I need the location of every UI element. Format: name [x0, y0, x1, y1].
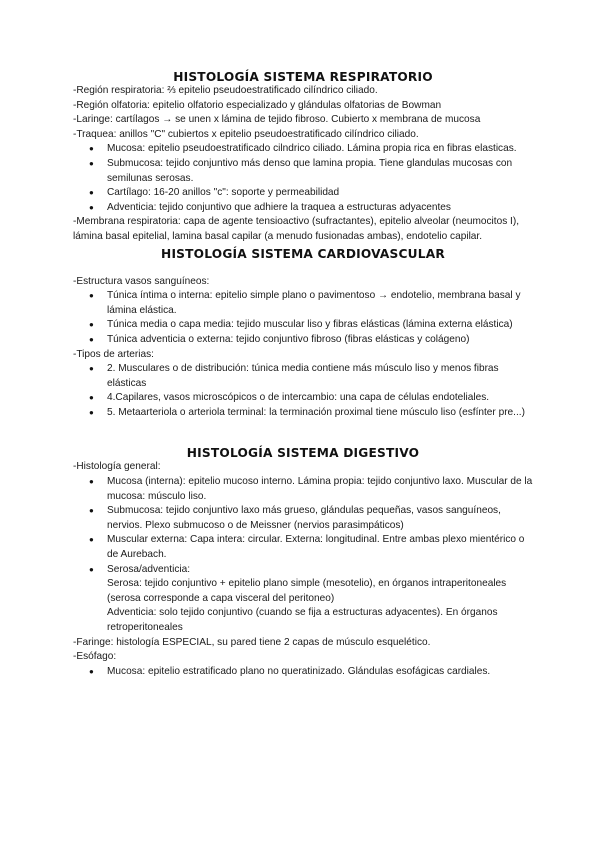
section-title-respiratorio: HISTOLOGÍA SISTEMA RESPIRATORIO [173, 70, 433, 84]
line-region-respiratoria: -Región respiratoria: ⅔ epitelio pseudoestratificado cilíndrico ciliado. [73, 85, 378, 96]
esofago-list [73, 665, 533, 680]
list-item: ● Adventicia: tejido conjuntivo que adhiere la traquea a estructuras adyacentes [73, 201, 533, 216]
list-item: ● 5. Metaarteriola o arteriola terminal: la terminación proximal tiene músculo liso (esfínter pre...) [73, 406, 533, 421]
line-membrana-respiratoria: -Membrana respiratoria: capa de agente tensioactivo (sufractantes), epitelio alveolar (neumocitos I), lámina basal epitelial, lamina basal capilar (a menudo fusionadas ambas), endotelio capilar. [73, 216, 520, 242]
list-item: ● 2. Musculares o de distribución: túnica media contiene más músculo liso y menos fibras elásticas [73, 362, 533, 391]
line-faringe: -Faringe: histología ESPECIAL, su pared tiene 2 capas de músculo esquelético. [73, 636, 431, 648]
line-estructura-vasos: -Estructura vasos sanguíneos: [73, 275, 210, 287]
section-title-digestivo: HISTOLOGÍA SISTEMA DIGESTIVO [186, 446, 420, 461]
list-item: ● Mucosa (interna): epitelio mucoso interno. Lámina propia: tejido conjuntivo laxo. Muscular de la mucosa: músculo liso. [73, 475, 533, 504]
estructura-list [73, 289, 533, 347]
serosa-heading: ● Serosa/adventicia: [107, 563, 191, 575]
list-item: ● Cartílago: 16-20 anillos "c": soporte y permeabilidad [73, 186, 533, 201]
line-traquea: -Traquea: anillos "C" cubiertos x epitelio pseudoestratificado cilíndrico ciliado. [73, 128, 419, 140]
line-tipos-arterias: -Tipos de arterias: [73, 348, 154, 360]
section-title-cardiovascular: HISTOLOGÍA SISTEMA CARDIOVASCULAR [161, 246, 445, 261]
list-item: ● Mucosa: epitelio pseudoestratificado cilndrico ciliado. Lámina propia rica en fibras elasticas. [73, 142, 533, 157]
adventicia-text: Adventicia: solo tejido conjuntivo (cuando se fija a estructuras adyacentes). En órganos retroperitoneales [107, 607, 498, 633]
list-item: ● Túnica íntima o interna: epitelio simple plano o pavimentoso → endotelio, membrana basal y lámina elástica. [73, 289, 533, 318]
serosa-text: Serosa: tejido conjuntivo + epitelio plano simple (mesotelio), en órganos intraperitoneales (serosa corresponde a capa visceral del peritoneo) [107, 578, 507, 604]
line-laringe: -Laringe: cartílagos → se unen x lámina de tejido fibroso. Cubierto x membrana de mucosa [73, 114, 481, 126]
list-item: ● Túnica media o capa media: tejido muscular liso y fibras elásticas (lámina externa elástica) [73, 318, 533, 333]
list-item: ● Túnica adventicia o externa: tejido conjuntivo fibroso (fibras elásticas y colágeno) [73, 333, 533, 348]
list-item: ● Submucosa: tejido conjuntivo laxo más grueso, glándulas pequeñas, vasos sanguíneos, nervios. Plexo submucoso o de Meissner (nervios parasimpáticos) [73, 504, 533, 533]
list-item: ● Mucosa: epitelio estratificado plano no queratinizado. Glándulas esofágicas cardiales. [73, 665, 533, 680]
list-item: ● 4.Capilares, vasos microscópicos o de intercambio: una capa de células endoteliales. [73, 391, 533, 406]
general-list [73, 475, 533, 636]
list-item: ● Submucosa: tejido conjuntivo más denso que lamina propia. Tiene glandulas mucosas con semilunas serosas. [73, 157, 533, 186]
list-item-serosa-adventicia [73, 563, 533, 636]
line-esofago: -Esófago: [73, 651, 117, 663]
arterias-list [73, 362, 533, 420]
line-region-olfatoria: -Región olfatoria: epitelio olfatorio especializado y glándulas olfatorias de Bowman [73, 99, 442, 111]
traquea-list [73, 142, 533, 215]
line-histologia-general: -Histología general: [73, 461, 161, 473]
document-content [73, 70, 533, 679]
list-item: ● Muscular externa: Capa intera: circular. Externa: longitudinal. Entre ambas plexo mientérico o de Aurebach. [73, 533, 533, 562]
